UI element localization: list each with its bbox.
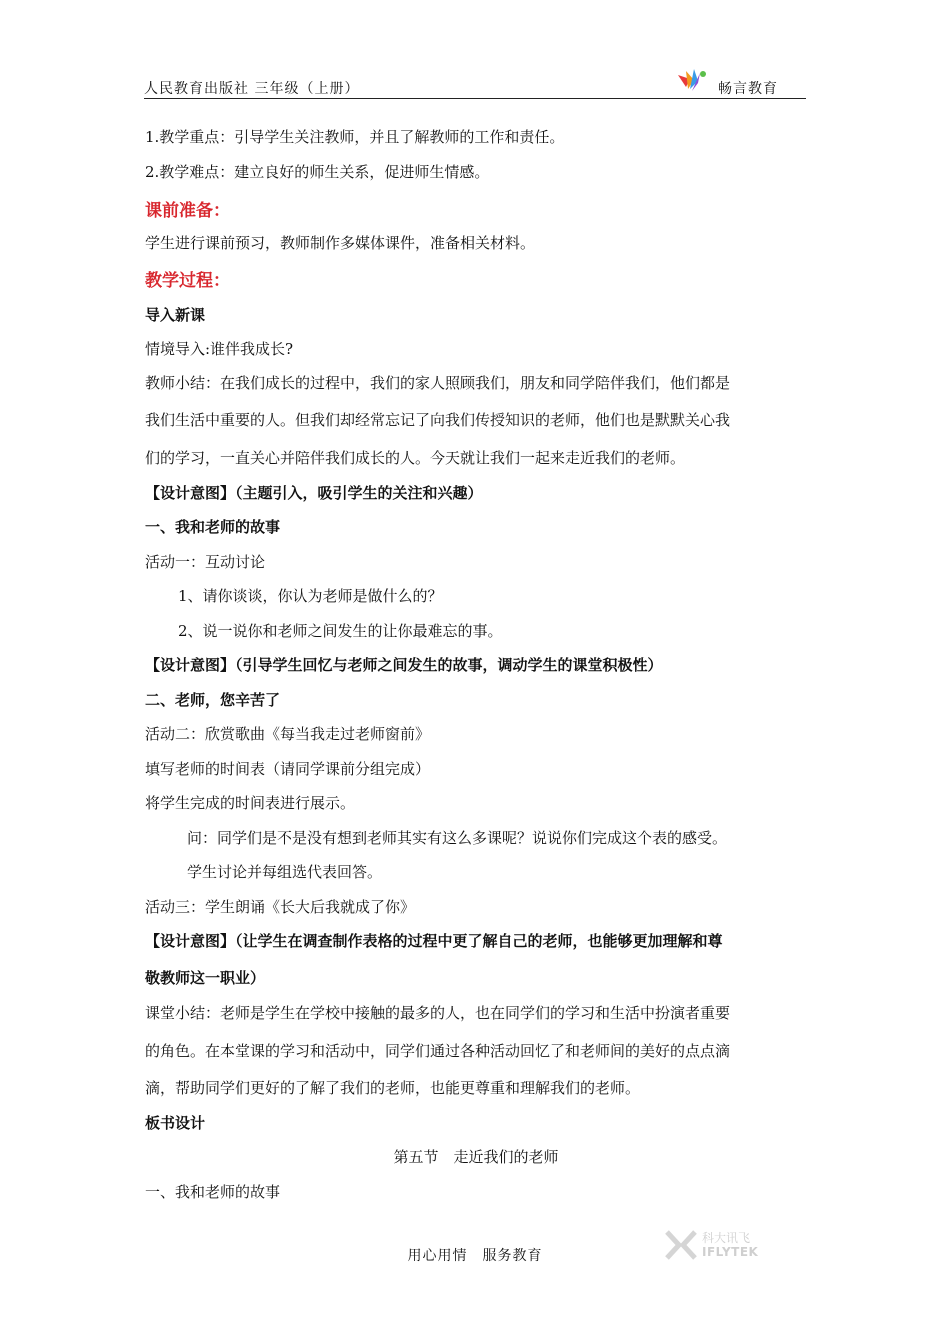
design-intent: 敬教师这一职业） [145, 969, 266, 987]
list-item: 1、请你谈谈，你认为老师是做什么的？ [178, 587, 443, 605]
changyan-logo-icon [676, 67, 710, 93]
list-item: 2、说一说你和老师之间发生的让你最难忘的事。 [178, 622, 503, 640]
paragraph-line: 的角色。在本堂课的学习和活动中，同学们通过各种活动回忆了和老师间的美好的点点滴 [145, 1042, 731, 1060]
paragraph-line: 课堂小结：老师是学生在学校中接触的最多的人，也在同学们的学习和生活中扮演者重要 [145, 1004, 731, 1022]
section-heading-preparation: 课前准备： [145, 201, 230, 221]
watermark-en: IFLYTEK [702, 1245, 759, 1259]
paragraph-line: 们的学习，一直关心并陪伴我们成长的人。今天就让我们一起来走近我们的老师。 [145, 449, 686, 467]
design-intent: 【设计意图】（引导学生回忆与老师之间发生的故事，调动学生的课堂积极性） [145, 656, 663, 674]
paragraph-line: 活动一：互动讨论 [145, 553, 266, 571]
subheading-thanks: 二、老师，您辛苦了 [145, 691, 281, 709]
paragraph-line: 滴，帮助同学们更好的了解了我们的老师，也能更尊重和理解我们的老师。 [145, 1079, 641, 1097]
brand-label: 畅言教育 [718, 81, 778, 97]
section-heading-process: 教学过程： [145, 271, 230, 291]
paragraph-line: 将学生完成的时间表进行展示。 [145, 794, 356, 812]
board-title: 第五节 走近我们的老师 [393, 1148, 559, 1166]
subheading-board: 板书设计 [145, 1114, 206, 1132]
paragraph-line: 活动三：学生朗诵《长大后我就成了你》 [145, 898, 416, 916]
watermark-brand: 科大讯飞 [702, 1231, 751, 1245]
paragraph-line: 情境导入:谁伴我成长? [145, 340, 294, 358]
design-intent: 【设计意图】（让学生在调查制作表格的过程中更了解自己的老师，也能够更加理解和尊 [145, 932, 723, 950]
teaching-difficulty: 2.教学难点：建立良好的师生关系，促进师生情感。 [145, 163, 490, 181]
paragraph-line: 问：同学们是不是没有想到老师其实有这么多课呢？说说你们完成这个表的感受。 [187, 829, 728, 847]
page-footer: 用心用情 服务教育 [407, 1248, 543, 1264]
preparation-text: 学生进行课前预习，教师制作多媒体课件，准备相关材料。 [145, 234, 536, 252]
subheading-intro: 导入新课 [145, 306, 206, 324]
subheading-story: 一、我和老师的故事 [145, 518, 281, 536]
paragraph-line: 填写老师的时间表（请同学课前分组完成） [145, 760, 431, 778]
paragraph-line: 活动二：欣赏歌曲《每当我走过老师窗前》 [145, 725, 431, 743]
page-header [144, 70, 806, 99]
design-intent: 【设计意图】（主题引入，吸引学生的关注和兴趣） [145, 484, 483, 502]
paragraph-line: 我们生活中重要的人。但我们却经常忘记了向我们传授知识的老师，他们也是默默关心我 [145, 411, 731, 429]
publisher-label: 人民教育出版社 三年级（上册） [144, 81, 360, 97]
teaching-focus: 1.教学重点：引导学生关注教师，并且了解教师的工作和责任。 [145, 128, 565, 146]
paragraph-line: 教师小结：在我们成长的过程中，我们的家人照顾我们，朋友和同学陪伴我们，他们都是 [145, 374, 731, 392]
paragraph-line: 学生讨论并每组选代表回答。 [187, 863, 383, 881]
paragraph-line: 一、我和老师的故事 [145, 1183, 281, 1201]
